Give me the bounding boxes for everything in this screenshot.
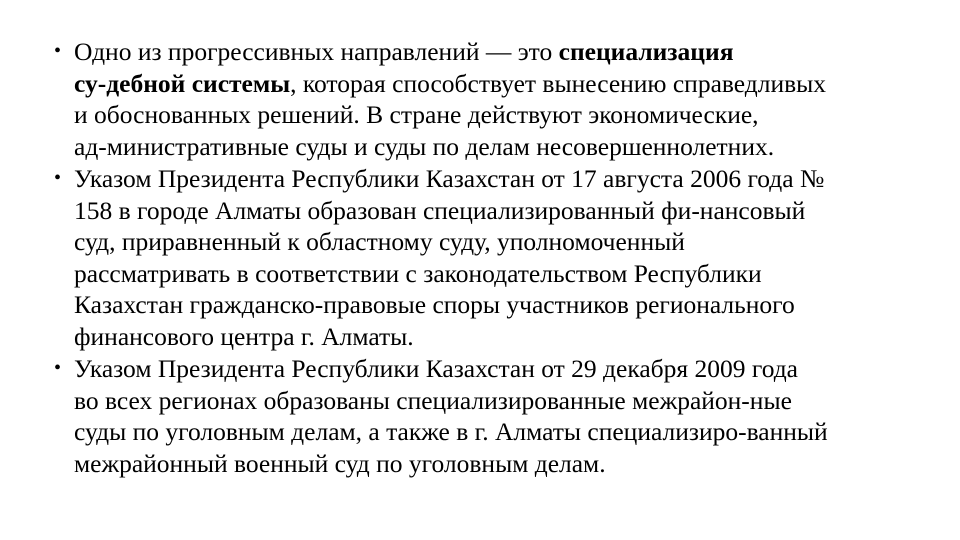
text-line: межрайонный военный суд по уголовным делам.: [74, 448, 606, 478]
text-line: рассматривать в соответствии с законодательством Республики: [74, 258, 762, 288]
bullet-item-financial-court: [52, 163, 920, 352]
text-line: финансового центра г. Алматы.: [74, 321, 414, 351]
bold-text-run: специализация: [558, 37, 734, 66]
text-line: и обоснованных решений. В стране действуют экономические,: [74, 100, 759, 129]
text-line: Указом Президента Республики Казахстан от 29 декабря 2009 года: [74, 354, 798, 383]
text-line: во всех регионах образованы специализированные межрайон-ные: [74, 385, 792, 415]
bullet-item-specialization: [52, 36, 920, 162]
text-line: Казахстан гражданско-правовые споры участников регионального: [74, 290, 795, 319]
bullet-icon: •: [54, 357, 62, 379]
text-line: 158 в городе Алматы образован специализированный фи-нансовый: [74, 195, 806, 225]
text-line: суды по уголовным делам, а также в г. Алматы специализиро-ванный: [74, 417, 828, 446]
text-line: суд, приравненный к областному суду, уполномоченный: [74, 227, 685, 256]
bullet-list: [52, 36, 920, 480]
bullet-icon: •: [54, 167, 62, 189]
text-line: [74, 36, 920, 68]
text-line: [74, 68, 920, 100]
text-line: ад-министративные суды и суды по делам несовершеннолетних.: [74, 131, 775, 161]
bold-text-run: су-дебной системы: [74, 68, 291, 98]
bullet-icon: •: [54, 40, 62, 62]
text-line: Указом Президента Республики Казахстан от 17 августа 2006 года №: [74, 164, 825, 193]
bullet-item-criminal-courts: [52, 353, 920, 479]
text-run: Одно из прогрессивных направлений — это: [74, 37, 559, 66]
text-run: , которая способствует вынесению справедливых: [290, 68, 827, 98]
